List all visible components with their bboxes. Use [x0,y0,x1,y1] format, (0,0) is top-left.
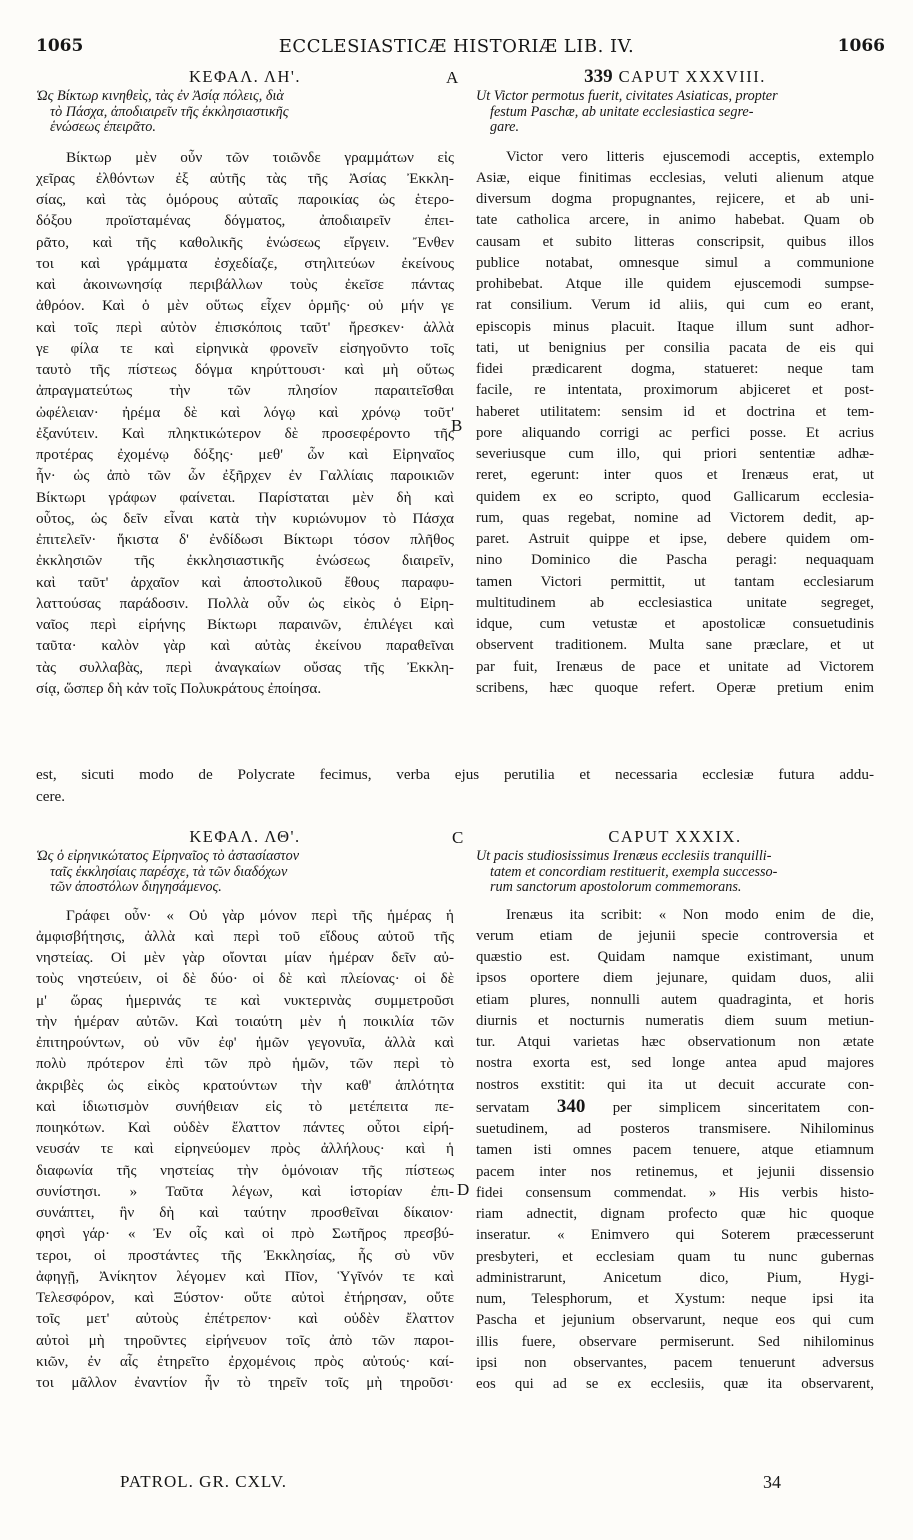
text-line: τεροι, οἱ προστάντες τῆς Ἐκκλησίας, ἧς σὺ νῦν [36,1246,454,1264]
latin-body-section-2 [476,905,874,1396]
text-line: τοι καὶ γράμματα ἐσχεδίαζε, στηλιτεύων ἐκείνους [36,254,454,272]
text-line: σίας, καὶ τὰς ὁμόρους αὐταῖς παροικίας ὡς ἑτερο- [36,191,454,208]
text-line: διαφωνία τῆς νηστείας τὴν ὁμόνοιαν τῆς πίστεως [36,1161,454,1179]
text-line: presbyteri, et ecclesiam quam tu nunc gubernas [476,1248,874,1265]
text-line: rat consilium. Verum id aliis, qui cum eo erant, [476,297,874,314]
text-line: συνάπτει, ἣν δὴ καὶ ταύτην προσθεῖναι δίκαιον· [36,1204,454,1221]
text-line: ἐπιτηρούντων, οὐ νῦν ἐφ' ἡμῶν γεγονυῖα, ἀλλὰ καὶ [36,1034,454,1051]
column-number: 339 [584,66,613,87]
text-line: καὶ ἀκοινωνησίᾳ περιβάλλων τοὺς ἐκεῖσε πάντας [36,276,454,293]
text-line: ἀμφισβήτησις, ἀλλὰ καὶ περὶ τοῦ εἴδους αὐτοῦ τῆς [36,927,454,945]
summary-line: Ὡς ὁ εἰρηνικώτατος Εἰρηναῖος τὸ ἀστασίαστον [36,848,299,864]
running-title: ECCLESIASTICÆ HISTORIÆ LIB. IV. [278,36,635,57]
summary-line: festum Paschæ, ab unitate ecclesiastica segre- [490,103,754,120]
text-line: ἀπραγματεύτως τὴν τῶν πλησίον παραιτεῖσθαι [36,382,454,400]
text-line: nostros exstitit: qui ita ut decuit accurate con- [476,1076,874,1093]
text-line: νηστείας. Οἱ μὲν γὰρ οἴονται μίαν ἡμέραν δεῖν αὐ- [36,949,454,966]
latin-body-section-1 [476,147,874,700]
text-line: etiam plures, nonnulli autem quadraginta, et horis [476,991,874,1008]
text-line: τοι μᾶλλον ἐναντίον ἦν τὸ τηρεῖν τοῖς μὴ τηροῦσι· [36,1374,454,1391]
text-line: par fuit, Irenæus de pace et unitate ad Victorem [476,658,874,675]
text-line: Irenæus ita scribit: « Non modo enim de die, [506,906,874,923]
text-line: φησὶ γάρ· « Ἐν οἷς καὶ οἱ πρὸ Σωτῆρος πρεσβύ- [36,1225,454,1243]
text-line: καὶ ἰδιωτισμὸν συνήθειαν εἰς τὸ μετέπειτα πε- [36,1097,454,1115]
latin-chapter-title: CAPUT XXXVIII. [618,67,766,86]
text-line: προτέρας ἐχομένῳ δόξης· μεθ' ὧν καὶ Εἰρηναῖος [36,446,454,463]
latin-chapter-summary [476,89,874,136]
latin-chapter-heading: CAPUT XXXIX. [608,827,742,846]
text-line: causam et subito litteras conscripsit, quibus illos [476,233,874,250]
greek-chapter-heading: ΚΕΦΑΛ. ΛΘ'. [189,827,301,846]
summary-line: ταῖς ἐκκλησίαις παρέσχε, τὰ τῶν διαδόχων [50,863,288,880]
text-line: Βίκτωρι γράφων φαίνεται. Παρίσταται μὲν δὴ καὶ [36,488,454,506]
summary-line: τὸ Πάσχα, ἀποδιαιρεῖν τῆς ἐκκλησιαστικῆς [50,103,289,120]
text-line: illis fuere, observare permiserunt. Sed nihilominus [476,1333,874,1350]
text-line: λαττούσας παράδοσιν. Πολλὰ οὖν ὡς εἰκὸς ὁ Εἰρη- [36,594,454,612]
text-line: fidei prædicarent dogma, statueret: neque tam [476,361,874,377]
text-line: nino Dominico die Pascha peragi: nequaquam [476,552,874,569]
section-marker-c: C [452,828,464,847]
text-line: severiusque cum illo, qui priori sententiæ adhæ- [476,446,874,462]
latin-chapter-heading [476,66,874,88]
text-line: ἐξανύτειν. Καὶ πληκτικώτερον δὲ προσεφέροντο τῆς [36,424,454,442]
text-line: quidem ex eo scripto, quod Gallicarum ecclesia- [476,488,874,505]
text-line: tur. Atqui varietas hæc observationum non ætate [476,1034,874,1050]
text-line: ἀφηγῇ, Ἀνίκητον λέγομεν καὶ Πῖον, Ὑγῖνόν τε καὶ [36,1267,454,1285]
text-line: fidei consensum commendat. » His verbis histo- [476,1184,874,1201]
text-line: Βίκτωρ μὲν οὖν τῶν τοιῶνδε γραμμάτων εἰς [66,148,454,166]
summary-line: ἑνώσεως ἐπειρᾶτο. [50,119,156,135]
text-line: nostra exorta est, sed longe antea apud majores [476,1055,874,1072]
latin-chapter-summary [476,849,874,896]
text-line: γε φίλα τε καὶ εἰρηνικὰ φρονεῖν εἰσηγοῦντο τοῖς [36,339,454,357]
page-number-right: 1066 [837,36,885,56]
text-line: pore aliquando corrigi ac perfici posse. Et acrius [476,424,874,441]
text-line: ὠφέλειαν· ἠρέμα δὲ καὶ λόγῳ καὶ χρόνῳ τοῦτ' [36,403,454,421]
text-line: diurnis et nocturnis numeratis diem suum metiun- [476,1012,874,1029]
text-line: inseratur. « Enimvero qui Soterem præcesserunt [476,1227,874,1244]
text-line: tamen isti omnes pacem tenuere, atque etiamnum [476,1142,874,1159]
text-line: ipsos oportere diem jejunare, quidam duos, alii [476,970,874,987]
text-line: αὐτοὶ μὴ τηροῦντες εἰρήνευον τοῖς ἀπὸ τῶν παροι- [36,1331,454,1349]
text-line: καὶ ταῦτ' ἀρχαῖον καὶ ἀποστολικοῦ ἔθους παραφυ- [36,573,454,591]
text-line: suetudinem, ad posteros transmisere. Nihilominus [476,1121,874,1137]
greek-chapter-summary [36,849,454,896]
text-line: ἐπιτελεῖν· ἥκιστα δ' ἐνδίδωσι Βίκτωρι τόσον πλῆθος [36,531,454,548]
text-line: Γράφει οὖν· « Οὐ γὰρ μόνον περὶ τῆς ἡμέρας ἡ [66,906,454,924]
text-line: observent traditionem. Multa sane præclare, et ut [476,637,874,654]
text-line: verum etiam de jejunii specie controversia et [476,927,874,944]
text-line-with-column-number [476,1096,874,1119]
text-line: multitudinem ab ecclesiastica unitate segreget, [476,594,874,611]
line-start: servatam [476,1099,530,1116]
summary-line: Ut pacis studiosissimus Irenæus ecclesiis tranquilli- [476,848,772,864]
text-line: facile, re intentata, proximorum abjiceret et post- [476,382,874,399]
text-line: μ' ὥρας ἡμερινάς τε καὶ νυκτερινὰς συμμετροῦσι [36,991,454,1009]
footer-sheet-number: 34 [763,1472,781,1492]
text-line: ναῖος περὶ εἰρήνης Βίκτωρι παραινῶν, ἐπιλέγει καὶ [36,616,454,633]
text-line: τὴν ἡμέραν αὐτῶν. Καὶ τοιαύτη μὲν ἡ ποικιλία τῶν [36,1012,454,1030]
text-line: Asiæ, eique finitimas ecclesias, veluti alienum atque [476,169,874,186]
text-line: reret, egerunt: inter quos et Irenæus erat, ut [476,467,874,484]
text-line: pacem inter nos retinemus, et jejunii dissensio [476,1163,874,1180]
summary-line: tatem et concordiam restituerit, exempla successo- [490,863,778,880]
text-line: ποιηκότων. Καὶ οὐδὲν ἔλαττον πάντες οὗτοι εἰρή- [36,1119,454,1136]
text-line: quæstio est. Quidam namque existimant, unum [476,949,874,965]
text-line: administrarunt, Anicetum dico, Pium, Hygi- [476,1269,874,1286]
text-line: episcopis minus placuit. Itaque illum sunt adhor- [476,318,874,335]
summary-line: τῶν ἀποστόλων διηγησάμενος. [50,879,222,895]
text-line: riam adnectit, dignam profecto quæ hic quoque [476,1206,874,1222]
section-marker-d: D [457,1180,470,1199]
text-line: νευσάν τε καὶ εἰρηνεύομεν πρὸς ἀλλήλους· καὶ ἡ [36,1140,454,1158]
text-line: τὰς συλλαβὰς, περὶ ἀναγκαίων οὔσας τῆς Ἐκκλη- [36,658,454,676]
summary-line: gare. [490,119,520,135]
text-line: τοῖς μετ' αὐτοὺς ἐπέτρεπον· καὶ οὐδὲν ἔλαττον [36,1310,454,1328]
text-line: tate catholica arcere, in animo habebat. Quam ob [476,212,874,229]
text-line: scribens, hæc quoque refert. Operæ pretium enim [476,679,874,696]
text-line: οὗτος, ὡς δεῖν εἶναι κατὰ τὴν κυριώνυμον τὸ Πάσχα [36,509,454,527]
text-line: ἀκριβὲς ὡς εἰκὸς κρατούντων τὴν καθ' ἁπλότητα [36,1076,454,1094]
latin-column-section-1 [476,66,874,699]
text-line: paret. Astruit quippe et ipse, debere quidem om- [476,531,874,547]
section-marker-a: A [446,68,459,87]
column-number: 340 [556,1095,586,1117]
line-end: per simplicem sinceritatem con- [612,1099,874,1116]
text-line: ἀθρόον. Καὶ ὁ μὲν οὕτως εἶχεν ὁρμῆς· οὐ μήν γε [36,297,454,315]
text-line: τοὺς νηστεύειν, οἱ δὲ δύο· οἱ δὲ καὶ πλείονας· οἱ δὲ [36,970,454,988]
text-line: σίᾳ, ὥσπερ δὴ κἀν τοῖς Πολυκράτους ἐποίησα. [36,679,322,697]
text-line: ipsi non observantes, pacem tenuerunt adversus [476,1354,874,1371]
text-line: κιῶν, ἐν αἷς ἐτηρεῖτο ἐρχομένοις πρὸς αὐτούς· καί- [36,1352,454,1370]
greek-body-section-2 [36,905,454,1394]
spanning-text-line: est, sicuti modo de Polycrate fecimus, verba ejus perutilia et necessaria ecclesiæ futura addu- [36,766,874,783]
section-marker-b: B [451,416,463,435]
text-line: publice notabat, omnesque simul a communione [476,254,874,271]
text-line: Τελεσφόρον, καὶ Ξύστον· οὔτε αὐτοὶ ἐτήρησαν, οὔτε [36,1289,454,1306]
greek-body-section-1 [36,147,454,700]
summary-line: rum sanctorum apostolorum commemorans. [490,879,742,895]
footer-signature: PATROL. GR. CXLV. [120,1472,288,1491]
latin-column-section-2 [476,826,874,1395]
text-line: prohibebat. Atque ille quidem ejuscemodi sumpse- [476,276,874,292]
greek-column-section-1 [36,66,454,699]
page-number-left: 1065 [36,36,84,56]
text-line: num, Telesphorum, et Xystum: neque ipsi ita [476,1291,874,1307]
text-line: πολὺ πρότερον ἐπὶ τῶν πρὸ ἡμῶν, τῶν περὶ τὸ [36,1055,454,1073]
text-line: καὶ τοῖς περὶ αὐτὸν ἐπισκόποις ταῦτ' ἤρεσκεν· ἀλλὰ [36,318,454,336]
text-line: ἐκκλησιῶν τῆς ἐκκλησιαστικῆς ἑνώσεως διαιρεῖν, [36,552,454,570]
summary-line: Ὡς Βίκτωρ κινηθεὶς, τὰς ἐν Ἀσίᾳ πόλεις, διὰ [36,88,284,104]
text-line: ἦν· ὡς ἀπὸ τῶν ὧν ἐξῆρχεν ἐν Γαλλίαις παροικιῶν [36,467,454,485]
text-line: χεῖρας ἐλθόντων ἐξ αὐτῆς τὰς τῆς Ἀσίας Ἐκκλη- [36,169,454,187]
text-line: Pascha et jejunium observarunt, neque eos qui cum [476,1312,874,1329]
text-line: ταῦτα· καλὸν γὰρ καὶ αὐτὰς ἐκείνου παραθεῖναι [36,637,454,655]
greek-column-section-2 [36,826,454,1393]
text-line: eos qui ad se ex ecclesiis, quæ ita observarent, [476,1376,874,1392]
text-line: haberet utilitatem: sensim id et doctrina et tem- [476,403,874,420]
text-line: συνίστησι. » Ταῦτα λέγων, καὶ ἱστορίαν ἐπι- [36,1182,454,1200]
text-line: rum, quas regebat, nomine ad Victorem dedit, ap- [476,509,874,526]
text-line: Victor vero litteris ejuscemodi acceptis, extemplo [506,148,874,165]
text-line: ταυτὸ τῆς πίστεως δόγμα κηρύττουσι· καὶ μὴ οὕτως [36,361,454,378]
running-header [28,36,885,60]
text-line: ρᾶτο, καὶ τῆς καθολικῆς ἑνώσεως εἴργειν. Ἔνθεν [36,233,454,251]
text-line: δόξου προϊσταμένας δόγματος, ἀποδιαιρεῖν ἐπει- [36,212,454,230]
text-line: diversum dogma propugnantes, rejicere, et ab uni- [476,191,874,207]
greek-chapter-summary [36,89,454,136]
text-line: tamen Victori permittit, ut tantam ecclesiarum [476,573,874,590]
text-line: idque, cum vetustæ et apostolicæ consuetudinis [476,616,874,632]
greek-chapter-heading: ΚΕΦΑΛ. ΛΗ'. [189,67,301,86]
spanning-text-line-end: cere. [36,788,66,805]
summary-line: Ut Victor permotus fuerit, civitates Asiaticas, propter [476,88,778,104]
text-line: tati, ut benignius per consilia pacata de eis qui [476,339,874,356]
